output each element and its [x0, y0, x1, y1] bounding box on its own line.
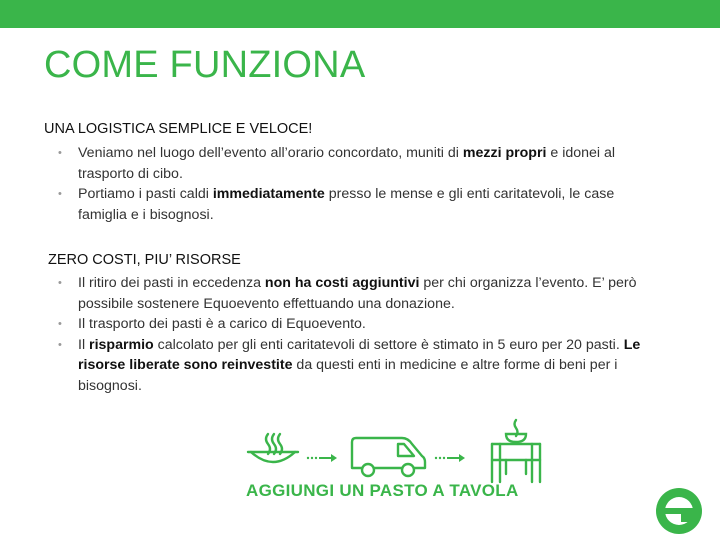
costs-bullet-list [56, 273, 666, 396]
delivery-van-icon [352, 438, 425, 476]
list-item: • Il ritiro dei pasti in eccedenza non ha costi aggiuntivi per chi organizza l’evento. E’ però possibile sostenere Equoevento effettuando una donazione. [56, 273, 666, 314]
arrow-icon [435, 454, 465, 462]
top-accent-bar [0, 0, 720, 28]
page-title: COME FUNZIONA [44, 44, 366, 86]
table-with-dish-icon [492, 420, 540, 482]
section-heading-logistics: UNA LOGISTICA SEMPLICE E VELOCE! [44, 121, 313, 137]
list-item: • Portiamo i pasti caldi immediatamente presso le mense e gli enti caritatevoli, le case famiglia e i bisognosi. [56, 184, 666, 225]
list-item: • Il risparmio calcolato per gli enti caritatevoli di settore è stimato in 5 euro per 20 pasti. Le risorse liberate sono reinvestite da questi enti in medicine e altre forme di beni per i bisognosi. [56, 335, 666, 397]
section-heading-costs: ZERO COSTI, PIU’ RISORSE [48, 252, 241, 268]
steaming-bowl-icon [248, 434, 298, 462]
list-item: • Il trasporto dei pasti è a carico di Equoevento. [56, 314, 666, 335]
list-item: • Veniamo nel luogo dell’evento all’orario concordato, muniti di mezzi propri e idonei al trasporto di cibo. [56, 143, 666, 184]
equoevento-logo [654, 486, 704, 536]
illustration-tagline: AGGIUNGI UN PASTO A TAVOLA [246, 481, 519, 500]
arrow-icon [307, 454, 337, 462]
logistics-bullet-list [56, 143, 666, 225]
